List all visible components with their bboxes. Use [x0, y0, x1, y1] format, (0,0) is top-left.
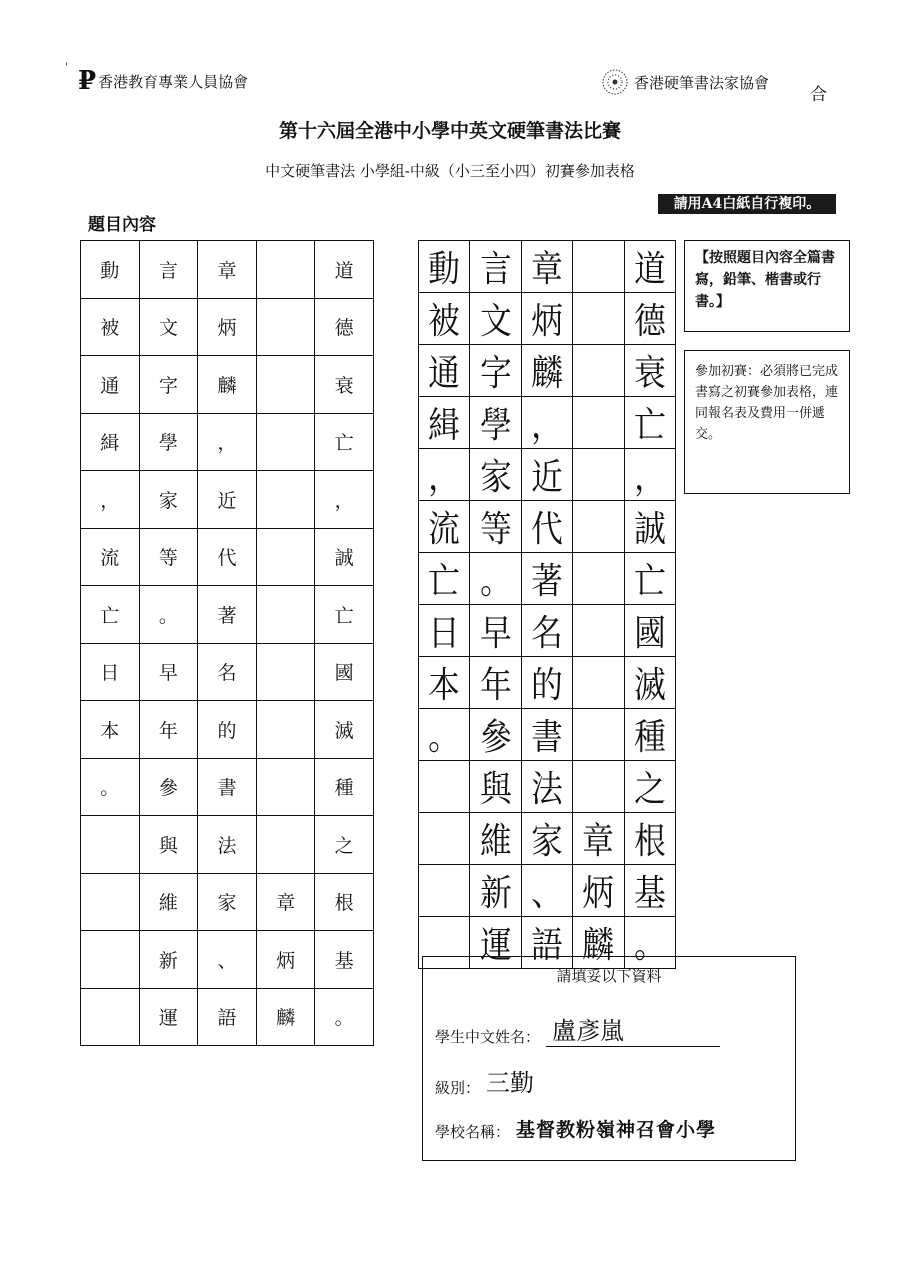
reference-cell: [256, 816, 315, 874]
reference-cell: 參: [139, 758, 198, 816]
handwritten-cell: [521, 605, 572, 657]
handwritten-char: 等: [479, 509, 512, 550]
handwritten-char: 亡: [633, 561, 666, 602]
handwritten-cell: [521, 501, 572, 553]
reference-cell: [256, 471, 315, 529]
handwritten-char: 名: [531, 613, 563, 654]
reference-cell: 語: [198, 988, 257, 1046]
reference-cell: 亡: [81, 586, 140, 644]
header-right-org: [600, 68, 769, 96]
page-subtitle: 中文硬筆書法 小學組-中級（小三至小四）初賽參加表格: [265, 162, 635, 180]
scan-mark: ': [65, 62, 68, 73]
handwritten-char: 言: [479, 249, 512, 290]
handwritten-row: [419, 501, 676, 553]
reference-cell: 書: [198, 758, 257, 816]
handwritten-cell: [624, 241, 675, 293]
handwritten-cell: [624, 865, 675, 917]
reference-row: [81, 758, 374, 816]
handwritten-char: 年: [479, 665, 512, 706]
handwritten-cell: [470, 553, 521, 605]
handwritten-cell: [470, 865, 521, 917]
reference-cell: [256, 528, 315, 586]
handwritten-cell: [470, 813, 521, 865]
reference-row: [81, 586, 374, 644]
reference-cell: 法: [198, 816, 257, 874]
reference-cell: 代: [198, 528, 257, 586]
handwritten-cell: [521, 813, 572, 865]
handwritten-char: 麟: [582, 925, 615, 966]
handwritten-char: 動: [428, 249, 461, 290]
left-org-name: 香港教育專業人員協會: [98, 72, 249, 91]
reference-cell: 章: [256, 873, 315, 931]
handwritten-char: ，: [428, 457, 461, 498]
handwritten-row: [419, 657, 676, 709]
handwritten-char: 書: [531, 717, 563, 758]
reference-cell: 國: [315, 643, 374, 701]
reference-cell: 章: [198, 241, 257, 299]
reference-cell: 名: [198, 643, 257, 701]
handwritten-row: [419, 553, 676, 605]
reference-cell: 的: [198, 701, 257, 759]
reference-cell: 、: [198, 931, 257, 989]
reference-row: [81, 298, 374, 356]
handwritten-char: 運: [479, 925, 512, 966]
class-label: 級別：: [435, 1079, 481, 1097]
handwritten-char: 本: [428, 665, 461, 706]
reference-cell: 運: [139, 988, 198, 1046]
handwritten-cell: [470, 241, 521, 293]
handwritten-char: 炳: [582, 873, 615, 914]
handwritten-cell: [521, 293, 572, 345]
handwritten-cell: [624, 553, 675, 605]
handwritten-char: 道: [633, 249, 666, 290]
handwritten-row: [419, 605, 676, 657]
reference-cell: 本: [81, 701, 140, 759]
reference-row: [81, 413, 374, 471]
handwritten-row: [419, 865, 676, 917]
reference-cell: [256, 241, 315, 299]
reference-cell: [81, 816, 140, 874]
handwritten-char: 根: [633, 821, 666, 862]
reference-row: [81, 471, 374, 529]
handwritten-cell: [419, 241, 470, 293]
reference-cell: 。: [315, 988, 374, 1046]
reference-cell: [256, 643, 315, 701]
reference-cell: 誠: [315, 528, 374, 586]
reference-cell: 與: [139, 816, 198, 874]
handwritten-char: 通: [428, 353, 461, 394]
reference-cell: ，: [198, 413, 257, 471]
reference-cell: 等: [139, 528, 198, 586]
reference-cell: [81, 931, 140, 989]
co-organizer-suffix: 合: [810, 85, 827, 105]
handwritten-char: ，: [531, 405, 563, 446]
handwritten-char: 德: [633, 301, 666, 342]
handwritten-char: 字: [479, 353, 512, 394]
handwritten-char: 與: [479, 769, 512, 810]
reference-cell: 麟: [256, 988, 315, 1046]
handwritten-row: [419, 345, 676, 397]
reference-cell: ，: [315, 471, 374, 529]
handwritten-char: 代: [531, 509, 563, 550]
handwritten-char: 、: [531, 873, 563, 914]
handwritten-cell: [470, 709, 521, 761]
reference-cell: 通: [81, 356, 140, 414]
handwritten-cell: [624, 293, 675, 345]
handwritten-char: 的: [531, 665, 563, 706]
handwritten-cell: [470, 605, 521, 657]
handwritten-char: 法: [531, 769, 563, 810]
reference-cell: 文: [139, 298, 198, 356]
handwritten-cell: [521, 449, 572, 501]
handwritten-char: 章: [531, 249, 563, 290]
reference-cell: 著: [198, 586, 257, 644]
reference-cell: 種: [315, 758, 374, 816]
handwritten-cell: [419, 345, 470, 397]
reference-cell: 麟: [198, 356, 257, 414]
handwritten-cell: [624, 397, 675, 449]
handwritten-cell: [521, 553, 572, 605]
reference-cell: [256, 758, 315, 816]
handwritten-char: 炳: [531, 301, 563, 342]
handwritten-row: [419, 709, 676, 761]
handwritten-cell: [470, 657, 521, 709]
class-field[interactable]: 三勤: [486, 1069, 535, 1097]
handwritten-cell: [624, 761, 675, 813]
reference-cell: [256, 701, 315, 759]
reference-cell: 亡: [315, 586, 374, 644]
handwritten-cell: [624, 449, 675, 501]
handwritten-cell: [521, 761, 572, 813]
handwritten-cell: [521, 657, 572, 709]
handwritten-row: [419, 397, 676, 449]
handwritten-cell: [470, 345, 521, 397]
handwritten-char: 亡: [633, 405, 666, 446]
reference-cell: 家: [198, 873, 257, 931]
reference-cell: 滅: [315, 701, 374, 759]
reference-cell: 。: [81, 758, 140, 816]
school-row: [435, 1115, 716, 1142]
hkpte-logo-icon: ₽: [78, 66, 95, 96]
reference-cell: 炳: [256, 931, 315, 989]
handwritten-cell: [624, 657, 675, 709]
reference-cell: 。: [139, 586, 198, 644]
page-title: 第十六屆全港中小學中英文硬筆書法比賽: [278, 120, 621, 142]
handwritten-cell: [470, 397, 521, 449]
reference-cell: 動: [81, 241, 140, 299]
reference-cell: 維: [139, 873, 198, 931]
handwritten-cell: [573, 657, 624, 709]
handwritten-cell: [470, 501, 521, 553]
handwritten-cell: [624, 709, 675, 761]
header-left-org: [78, 68, 248, 94]
reference-cell: 基: [315, 931, 374, 989]
handwritten-char: 。: [428, 717, 461, 758]
name-field[interactable]: 盧彥嵐: [546, 1011, 720, 1047]
handwritten-cell: [419, 293, 470, 345]
reference-cell: [81, 988, 140, 1046]
reference-cell: 衰: [315, 356, 374, 414]
reference-cell: 之: [315, 816, 374, 874]
handwritten-cell: [419, 553, 470, 605]
info-heading: 請填妥以下資料: [556, 967, 662, 985]
handwritten-char: 維: [479, 821, 512, 862]
handwritten-char: 近: [531, 457, 563, 498]
handwritten-char: 。: [479, 561, 512, 602]
reference-cell: [256, 356, 315, 414]
handwritten-cell: [624, 813, 675, 865]
handwriting-grid: [418, 240, 676, 969]
reference-cell: 炳: [198, 298, 257, 356]
handwritten-cell: [419, 397, 470, 449]
handwritten-cell: [419, 761, 470, 813]
handwritten-char: 文: [479, 301, 512, 342]
student-info-box: [422, 956, 796, 1161]
handwritten-char: 亡: [428, 561, 461, 602]
reference-cell: 德: [315, 298, 374, 356]
name-row: [435, 1011, 720, 1047]
handwritten-char: 學: [479, 405, 512, 446]
handwritten-char: 家: [479, 457, 512, 498]
reference-row: [81, 988, 374, 1046]
handwritten-char: 著: [531, 561, 563, 602]
handwritten-row: [419, 241, 676, 293]
reference-row: [81, 873, 374, 931]
reference-cell: 流: [81, 528, 140, 586]
reference-text-grid: [80, 240, 374, 1046]
topic-heading: 題目內容: [88, 215, 156, 235]
handwritten-cell: [573, 553, 624, 605]
handwritten-cell: [573, 605, 624, 657]
handwritten-cell: [573, 449, 624, 501]
reference-cell: 近: [198, 471, 257, 529]
handwritten-char: 日: [428, 613, 461, 654]
reference-cell: 被: [81, 298, 140, 356]
handwritten-char: 章: [582, 821, 615, 862]
handwritten-char: 家: [531, 821, 563, 862]
handwritten-row: [419, 293, 676, 345]
handwritten-cell: [521, 241, 572, 293]
reference-cell: [256, 586, 315, 644]
handwritten-char: 流: [428, 509, 461, 550]
handwritten-cell: [419, 605, 470, 657]
entry-note: 參加初賽：必須將已完成書寫之初賽參加表格，連同報名表及費用一併遞交。: [684, 350, 850, 494]
handwritten-char: 參: [479, 717, 512, 758]
reference-row: [81, 528, 374, 586]
handwritten-cell: [573, 397, 624, 449]
photocopy-notice: 請用A4白紙自行複印。: [658, 194, 836, 214]
handwritten-cell: [521, 709, 572, 761]
handwritten-char: 衰: [633, 353, 666, 394]
handwritten-cell: [573, 865, 624, 917]
handwritten-cell: [521, 345, 572, 397]
right-org-name: 香港硬筆書法家協會: [634, 73, 770, 92]
handwritten-cell: [573, 709, 624, 761]
handwritten-cell: [470, 293, 521, 345]
reference-cell: [256, 413, 315, 471]
handwritten-cell: [419, 501, 470, 553]
reference-row: [81, 701, 374, 759]
reference-cell: [256, 298, 315, 356]
handwritten-cell: [573, 501, 624, 553]
reference-cell: 根: [315, 873, 374, 931]
handwritten-char: 麟: [531, 353, 563, 394]
calligraphy-association-logo-icon: [600, 68, 630, 96]
handwritten-char: 滅: [633, 665, 666, 706]
writing-instructions: 【按照題目內容全篇書寫，鉛筆、楷書或行書。】: [684, 240, 850, 332]
reference-cell: 字: [139, 356, 198, 414]
reference-row: [81, 241, 374, 299]
reference-cell: 新: [139, 931, 198, 989]
handwritten-char: 之: [633, 769, 666, 810]
handwritten-char: 種: [633, 717, 666, 758]
reference-row: [81, 356, 374, 414]
reference-cell: [81, 873, 140, 931]
reference-cell: 早: [139, 643, 198, 701]
handwritten-row: [419, 449, 676, 501]
handwritten-cell: [419, 657, 470, 709]
reference-cell: 學: [139, 413, 198, 471]
handwritten-cell: [470, 449, 521, 501]
handwritten-cell: [470, 761, 521, 813]
reference-cell: 道: [315, 241, 374, 299]
handwritten-cell: [573, 761, 624, 813]
handwritten-cell: [573, 241, 624, 293]
handwritten-row: [419, 761, 676, 813]
handwritten-char: 基: [633, 873, 666, 914]
handwritten-char: 緝: [428, 405, 461, 446]
handwritten-char: 語: [531, 925, 563, 966]
class-row: [435, 1063, 534, 1098]
handwritten-cell: [521, 397, 572, 449]
reference-row: [81, 931, 374, 989]
handwritten-cell: [624, 345, 675, 397]
handwritten-char: 新: [479, 873, 512, 914]
name-label: 學生中文姓名：: [435, 1028, 541, 1046]
school-field[interactable]: 基督教粉嶺神召會小學: [516, 1119, 717, 1141]
reference-cell: 緝: [81, 413, 140, 471]
handwritten-cell: [419, 813, 470, 865]
handwritten-cell: [624, 501, 675, 553]
handwritten-cell: [573, 345, 624, 397]
handwritten-cell: [419, 709, 470, 761]
reference-row: [81, 816, 374, 874]
handwritten-cell: [521, 865, 572, 917]
handwritten-char: 國: [633, 613, 666, 654]
reference-cell: ，: [81, 471, 140, 529]
handwritten-char: 誠: [633, 509, 666, 550]
handwritten-cell: [419, 449, 470, 501]
reference-cell: 言: [139, 241, 198, 299]
handwritten-row: [419, 813, 676, 865]
handwritten-cell: [573, 293, 624, 345]
handwritten-char: 早: [479, 613, 512, 654]
reference-cell: 家: [139, 471, 198, 529]
handwritten-cell: [624, 605, 675, 657]
reference-cell: 亡: [315, 413, 374, 471]
reference-cell: 日: [81, 643, 140, 701]
handwritten-char: ，: [633, 457, 666, 498]
handwritten-char: 被: [428, 301, 461, 342]
handwritten-char: 。: [633, 925, 666, 966]
handwritten-cell: [573, 813, 624, 865]
school-label: 學校名稱：: [435, 1123, 511, 1141]
reference-cell: 年: [139, 701, 198, 759]
reference-row: [81, 643, 374, 701]
handwritten-cell: [419, 865, 470, 917]
